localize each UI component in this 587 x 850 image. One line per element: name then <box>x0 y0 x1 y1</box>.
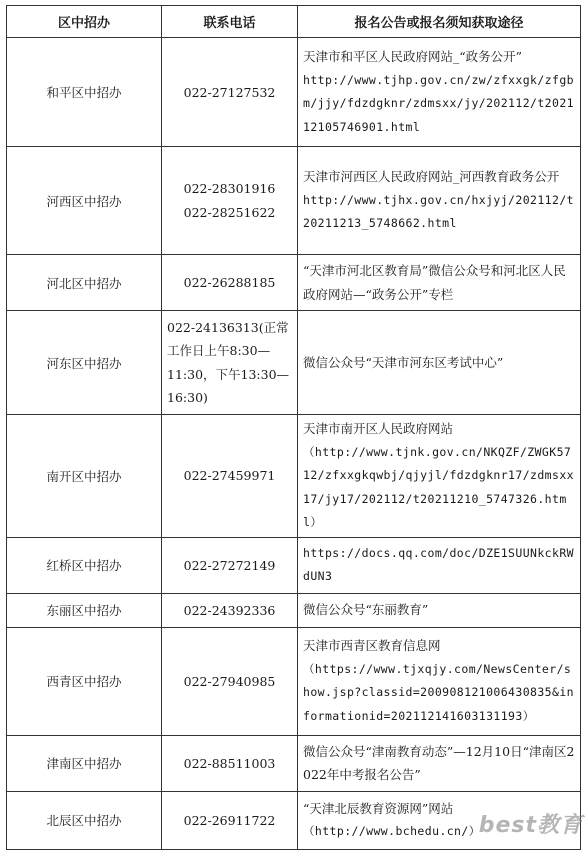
district-cell: 河西区中招办 <box>7 147 162 255</box>
district-cell: 东丽区中招办 <box>7 593 162 627</box>
phone-number: 022-27459971 <box>183 468 276 484</box>
info-cell <box>298 415 581 538</box>
info-cell <box>298 311 581 415</box>
phone-number: 022-27127532 <box>183 84 276 100</box>
info-url[interactable]: （http://www.bchedu.cn/） <box>303 824 481 838</box>
header-info: 报名公告或报名须知获取途径 <box>298 6 581 38</box>
registration-table <box>6 5 581 850</box>
info-cell <box>298 537 581 593</box>
phone-number: 022-24136313(正常工作日上午8:30—11:30，下午13:30—16:30) <box>167 319 290 405</box>
header-row <box>7 6 581 38</box>
phone-number: 022-27272149 <box>183 557 276 573</box>
phone-cell <box>162 593 298 627</box>
info-cell <box>298 593 581 627</box>
info-url[interactable]: https://docs.qq.com/doc/DZE1SUUNkckRWdUN3 <box>303 545 574 583</box>
phone-cell <box>162 735 298 791</box>
district-cell: 西青区中招办 <box>7 627 162 735</box>
table-row <box>7 38 581 147</box>
info-url[interactable]: http://www.tjhx.gov.cn/hxjyj/202112/t20211213_5748662.html <box>303 192 574 231</box>
info-text: 微信公众号“天津市河东区考试中心” <box>303 354 504 370</box>
info-url[interactable]: （https://www.tjxqjy.com/NewsCenter/show.jsp?classid=200908121006430835&informationid=202112141603131193） <box>303 661 574 723</box>
district-cell: 红桥区中招办 <box>7 537 162 593</box>
phone-cell <box>162 627 298 735</box>
info-text: 微信公众号“津南教育动态”—12月10日“津南区2022年中考报名公告” <box>303 743 575 782</box>
header-district: 区中招办 <box>7 6 162 38</box>
phone-number: 022-26911722 <box>183 812 276 828</box>
info-cell <box>298 735 581 791</box>
info-text: 天津市和平区人民政府网站_“政务公开” <box>303 49 523 64</box>
phone-cell <box>162 415 298 538</box>
table-body <box>7 38 581 850</box>
info-url[interactable]: （http://www.tjnk.gov.cn/NKQZF/ZWGK5712/zfxxgkqwbj/qjyjl/fdzdgknr17/zdmsxx17/jy17/202112/t20211210_5747326.html） <box>303 444 574 529</box>
info-text: 微信公众号“东丽教育” <box>303 602 429 618</box>
info-cell <box>298 627 581 735</box>
header-phone: 联系电话 <box>162 6 298 38</box>
phone-cell <box>162 147 298 255</box>
phone-number: 022-88511003 <box>183 755 276 771</box>
district-cell: 南开区中招办 <box>7 415 162 538</box>
info-text: “天津北辰教育资源网”网站 <box>303 800 454 816</box>
district-cell: 和平区中招办 <box>7 38 162 147</box>
phone-number: 022-24392336 <box>183 602 276 618</box>
phone-cell <box>162 311 298 415</box>
table-row <box>7 537 581 593</box>
info-cell <box>298 38 581 147</box>
phone-number: 022-28301916 <box>183 181 276 196</box>
info-text: 天津市河西区人民政府网站_河西教育政务公开 <box>303 169 560 185</box>
table-row <box>7 147 581 255</box>
district-cell: 河北区中招办 <box>7 255 162 311</box>
phone-cell <box>162 255 298 311</box>
phone-cell <box>162 791 298 849</box>
table-row <box>7 735 581 791</box>
district-cell: 津南区中招办 <box>7 735 162 791</box>
table-row <box>7 311 581 415</box>
phone-cell <box>162 38 298 147</box>
info-text: “天津市河北区教育局”微信公众号和河北区人民政府网站—“政务公开”专栏 <box>303 263 566 302</box>
info-url[interactable]: http://www.tjhp.gov.cn/zw/zfxxgk/zfgbm/jjy/fdzdgknr/zdmsxx/jy/202112/t202112105746901.html <box>303 72 574 134</box>
info-text: 天津市南开区人民政府网站 <box>303 421 454 436</box>
table-row <box>7 593 581 627</box>
phone-cell <box>162 537 298 593</box>
info-text: 天津市西青区教育信息网 <box>303 638 441 653</box>
phone-number: 022-28251622 <box>183 204 276 220</box>
info-cell <box>298 147 581 255</box>
table-row <box>7 415 581 538</box>
phone-number: 022-27940985 <box>183 673 276 689</box>
district-cell: 北辰区中招办 <box>7 791 162 849</box>
info-cell <box>298 255 581 311</box>
table-row <box>7 255 581 311</box>
watermark: best教育 <box>478 813 583 838</box>
phone-number: 022-26288185 <box>183 275 276 290</box>
district-cell: 河东区中招办 <box>7 311 162 415</box>
table-row <box>7 627 581 735</box>
